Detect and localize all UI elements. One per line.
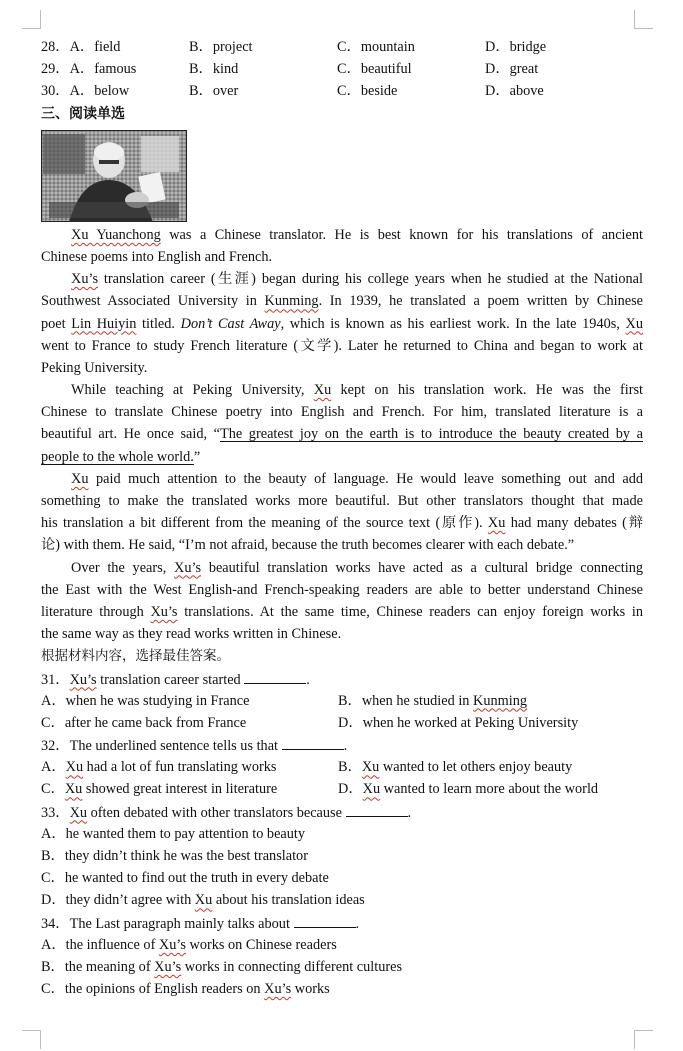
option-c: C．the opinions of English readers on Xu’s works bbox=[41, 981, 330, 998]
portrait-photo bbox=[41, 130, 187, 222]
option-c: C．beside bbox=[337, 83, 398, 100]
passage-line: Xu paid much attention to the beauty of language. He would leave something out and add bbox=[71, 470, 643, 487]
option-b: B．when he studied in Kunming bbox=[338, 692, 528, 709]
crop-mark-top-left bbox=[22, 10, 41, 29]
option-a: A．he wanted them to pay attention to beauty bbox=[41, 825, 306, 842]
option-c: C．after he came back from France bbox=[41, 714, 247, 731]
option-a: A．when he was studying in France bbox=[41, 692, 250, 709]
option-c: C．beautiful bbox=[337, 61, 412, 78]
passage-line: Chinese poems into English and French. bbox=[41, 248, 273, 265]
passage-line: something to make the translated works more beautiful. But other translators thought that made bbox=[41, 493, 643, 509]
passage-line: people to the whole world.” bbox=[41, 448, 201, 465]
question-31-stem: 31．Xu’s translation career started . bbox=[41, 668, 643, 690]
option-d: D．above bbox=[485, 83, 544, 100]
option-a: A．Xu had a lot of fun translating works bbox=[41, 759, 277, 776]
option-row-28 bbox=[41, 36, 643, 58]
answer-blank bbox=[346, 801, 408, 817]
passage-line: went to France to study French literature (文学). Later he returned to China and began to work at bbox=[41, 337, 643, 354]
question-34-stem: 34．The Last paragraph mainly talks about . bbox=[41, 912, 643, 934]
passage-line: Xu Yuanchong was a Chinese translator. He is best known for his translations of ancient bbox=[71, 226, 643, 243]
passage-line: the East with the West English-and French-speaking readers are able to better understand Chinese bbox=[41, 581, 643, 598]
passage-line: Chinese to translate Chinese poetry into English and French. For him, translated literature is a bbox=[41, 404, 643, 421]
passage-line: poet Lin Huiyin titled. Don’t Cast Away, which is known as his earliest work. In the late 1940s, Xu bbox=[41, 315, 643, 332]
vocab-options bbox=[41, 36, 643, 103]
passage-line: Southwest Associated University in Kunming. In 1939, he translated a poem written by Chinese bbox=[41, 293, 643, 310]
question-32-stem: 32．The underlined sentence tells us that . bbox=[41, 734, 643, 756]
reading-passage bbox=[41, 224, 643, 646]
passage-line: literature through Xu’s translations. At the same time, Chinese readers can enjoy foreign works in bbox=[41, 603, 643, 620]
option-d: D．when he worked at Peking University bbox=[338, 714, 579, 731]
question-32-options-cd bbox=[41, 778, 643, 800]
option-b: B．Xu wanted to let others enjoy beauty bbox=[338, 759, 573, 776]
document-page bbox=[41, 36, 643, 1000]
crop-mark-top-right bbox=[634, 10, 653, 29]
underlined-sentence: The greatest joy on the earth is to introduce the beauty created by a bbox=[220, 426, 643, 443]
option-c: C．Xu showed great interest in literature bbox=[41, 781, 278, 798]
option-row-29 bbox=[41, 58, 643, 80]
question-32-options-ab bbox=[41, 756, 643, 778]
crop-mark-bottom-right bbox=[634, 1030, 653, 1049]
question-31-options-cd bbox=[41, 712, 643, 734]
instruction-text: 根据材料内容，选择最佳答案。 bbox=[41, 648, 230, 665]
option-b: B．over bbox=[189, 83, 239, 100]
question-31-options-ab bbox=[41, 690, 643, 712]
answer-blank bbox=[282, 734, 344, 750]
option-a: A．the influence of Xu’s works on Chinese readers bbox=[41, 936, 337, 953]
passage-line: Over the years, Xu’s beautiful translation works have acted as a cultural bridge connecting bbox=[71, 559, 643, 576]
option-b: B．kind bbox=[189, 61, 239, 78]
option-b: B．project bbox=[189, 39, 253, 55]
option-d: D．Xu wanted to learn more about the world bbox=[338, 781, 599, 798]
option-a: 30．A．below bbox=[41, 83, 130, 100]
option-d: D．great bbox=[485, 61, 539, 78]
passage-line: While teaching at Peking University, Xu kept on his translation work. He was the first bbox=[71, 382, 643, 399]
passage-line: Peking University. bbox=[41, 359, 148, 376]
option-b: B．the meaning of Xu’s works in connecting different cultures bbox=[41, 958, 403, 975]
underlined-sentence: people to the whole world. bbox=[41, 448, 194, 465]
name-xu-yuanchong: Xu Yuanchong bbox=[71, 226, 161, 243]
option-row-30 bbox=[41, 80, 643, 102]
answer-blank bbox=[244, 668, 306, 684]
passage-line: the same way as they read works written in Chinese. bbox=[41, 626, 342, 643]
answer-blank bbox=[294, 912, 356, 928]
option-d: D．bridge bbox=[485, 39, 547, 55]
option-c: C．he wanted to find out the truth in every debate bbox=[41, 870, 329, 887]
option-d: D．they didn’t agree with Xu about his translation ideas bbox=[41, 892, 365, 909]
section-title: 三、阅读单选 bbox=[41, 105, 125, 122]
option-c: C．mountain bbox=[337, 39, 415, 55]
passage-line: Xu’s translation career (生涯) began during his college years when he studied at the National bbox=[71, 271, 643, 288]
option-b: B．they didn’t think he was the best translator bbox=[41, 848, 308, 864]
option-a: 29．A．famous bbox=[41, 61, 137, 78]
passage-line: 论) with them. He said, “I’m not afraid, because the truth becomes clearer with each debate.” bbox=[41, 537, 575, 554]
passage-line: his translation a bit different from the meaning of the source text (原作). Xu had many debates (辩 bbox=[41, 515, 643, 532]
option-a: 28．A．field bbox=[41, 39, 121, 55]
passage-line: beautiful art. He once said, “The greatest joy on the earth is to introduce the beauty created by a bbox=[41, 426, 643, 443]
crop-mark-bottom-left bbox=[22, 1030, 41, 1049]
question-33-stem: 33．Xu often debated with other translators because . bbox=[41, 801, 643, 823]
